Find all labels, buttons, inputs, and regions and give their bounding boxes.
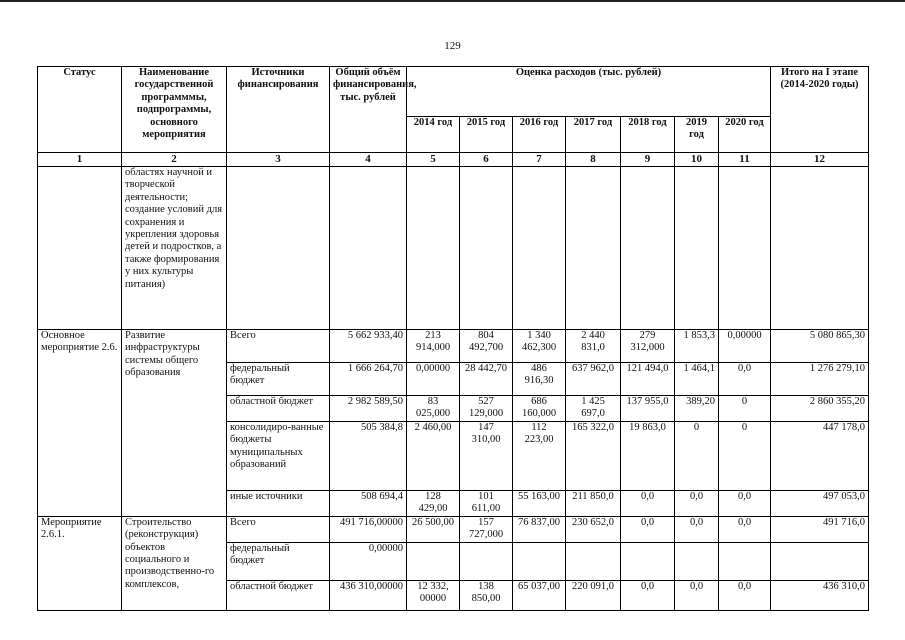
value-cell: 0 [675,422,719,491]
column-index-row [38,153,869,167]
value-cell: 0,0 [621,580,675,610]
header-sources: Источники финансирования [227,67,330,153]
value-cell: 0 [719,396,771,422]
value-cell: 0,0 [719,516,771,542]
value-cell: 686 160,000 [513,396,566,422]
value-cell: 0,00000 [407,363,460,396]
sum-cell: 2 860 355,20 [771,396,869,422]
value-cell: 121 494,0 [621,363,675,396]
header-year-2016: 2016 год [513,117,566,153]
col-index: 4 [330,153,407,167]
total-cell: 508 694,4 [330,491,407,517]
source-cell: Всего [227,516,330,542]
value-cell: 12 332, 00000 [407,580,460,610]
value-cell: 1 340 462,300 [513,330,566,363]
value-cell: 2 460,00 [407,422,460,491]
budget-table [37,66,869,611]
col-index: 6 [460,153,513,167]
value-cell [566,542,621,580]
status-cell: Основное мероприятие 2.6. [38,330,122,517]
value-cell: 165 322,0 [566,422,621,491]
sum-cell: 447 178,0 [771,422,869,491]
total-cell: 5 662 933,40 [330,330,407,363]
table-row [38,330,869,363]
value-cell: 389,20 [675,396,719,422]
header-estimate: Оценка расходов (тыс. рублей) [407,67,771,117]
value-cell: 138 850,00 [460,580,513,610]
value-cell: 0,0 [719,491,771,517]
status-cell: Мероприятие 2.6.1. [38,516,122,610]
value-cell [513,542,566,580]
value-cell [675,542,719,580]
total-cell: 436 310,00000 [330,580,407,610]
header-year-2018: 2018 год [621,117,675,153]
value-cell: 128 429,00 [407,491,460,517]
value-cell: 486 916,30 [513,363,566,396]
header-year-2019: 2019 год [675,117,719,153]
header-year-2017: 2017 год [566,117,621,153]
col-index: 3 [227,153,330,167]
value-cell: 1 853,3 [675,330,719,363]
value-cell [621,542,675,580]
value-cell: 637 962,0 [566,363,621,396]
continuation-text: областях научной и творческой деятельности; создание условий для сохранения и укрепления здоровья детей и подростков, а также формирования у них культуры питания) [122,167,227,330]
value-cell: 65 037,00 [513,580,566,610]
value-cell: 230 652,0 [566,516,621,542]
value-cell: 220 091,0 [566,580,621,610]
source-cell: областной бюджет [227,396,330,422]
value-cell: 804 492,700 [460,330,513,363]
source-cell: федеральный бюджет [227,363,330,396]
value-cell: 137 955,0 [621,396,675,422]
col-index: 11 [719,153,771,167]
value-cell: 527 129,000 [460,396,513,422]
header-year-2020: 2020 год [719,117,771,153]
value-cell: 112 223,00 [513,422,566,491]
source-cell: федеральный бюджет [227,542,330,580]
col-index: 8 [566,153,621,167]
value-cell: 147 310,00 [460,422,513,491]
name-cell: Развитие инфраструктуры системы общего образования [122,330,227,517]
value-cell: 76 837,00 [513,516,566,542]
value-cell: 0,0 [675,516,719,542]
value-cell: 26 500,00 [407,516,460,542]
value-cell: 0,0 [675,580,719,610]
sum-cell: 497 053,0 [771,491,869,517]
value-cell: 0,0 [621,491,675,517]
value-cell [460,542,513,580]
sum-cell [771,542,869,580]
sum-cell: 436 310,0 [771,580,869,610]
name-cell: Строительство (реконструкция) объектов социального и производственно-го комплексов, [122,516,227,610]
value-cell: 0,00000 [719,330,771,363]
value-cell [719,542,771,580]
value-cell: 55 163,00 [513,491,566,517]
total-cell: 491 716,00000 [330,516,407,542]
value-cell: 0,0 [621,516,675,542]
value-cell: 279 312,000 [621,330,675,363]
col-index: 5 [407,153,460,167]
source-cell: иные источники [227,491,330,517]
source-cell: Всего [227,330,330,363]
value-cell: 0,0 [719,580,771,610]
header-year-2014: 2014 год [407,117,460,153]
source-cell: консолидиро-ванные бюджеты муниципальных образований [227,422,330,491]
source-cell: областной бюджет [227,580,330,610]
value-cell: 19 863,0 [621,422,675,491]
top-rule [0,0,905,2]
col-index: 2 [122,153,227,167]
value-cell: 211 850,0 [566,491,621,517]
value-cell: 0,0 [675,491,719,517]
total-cell: 2 982 589,50 [330,396,407,422]
total-cell: 1 666 264,70 [330,363,407,396]
col-index: 9 [621,153,675,167]
total-cell: 505 384,8 [330,422,407,491]
sum-cell: 1 276 279,10 [771,363,869,396]
header-name: Наименование государственной программмы, подпрограммы, основного мероприятия [122,67,227,153]
value-cell: 101 611,00 [460,491,513,517]
total-cell: 0,00000 [330,542,407,580]
value-cell: 28 442,70 [460,363,513,396]
header-summary: Итого на I этапе (2014-2020 годы) [771,67,869,153]
value-cell: 0 [719,422,771,491]
value-cell: 1 464,1 [675,363,719,396]
value-cell: 157 727,000 [460,516,513,542]
value-cell: 83 025,000 [407,396,460,422]
col-index: 1 [38,153,122,167]
page-number: 129 [444,40,461,52]
col-index: 10 [675,153,719,167]
header-year-2015: 2015 год [460,117,513,153]
value-cell: 213 914,000 [407,330,460,363]
value-cell: 2 440 831,0 [566,330,621,363]
value-cell: 1 425 697,0 [566,396,621,422]
table-row [38,516,869,542]
sum-cell: 5 080 865,30 [771,330,869,363]
value-cell [407,542,460,580]
col-index: 12 [771,153,869,167]
value-cell: 0,0 [719,363,771,396]
header-status: Статус [38,67,122,153]
continuation-row [38,167,869,330]
sum-cell: 491 716,0 [771,516,869,542]
header-total: Общий объём финансирования, тыс. рублей [330,67,407,153]
col-index: 7 [513,153,566,167]
